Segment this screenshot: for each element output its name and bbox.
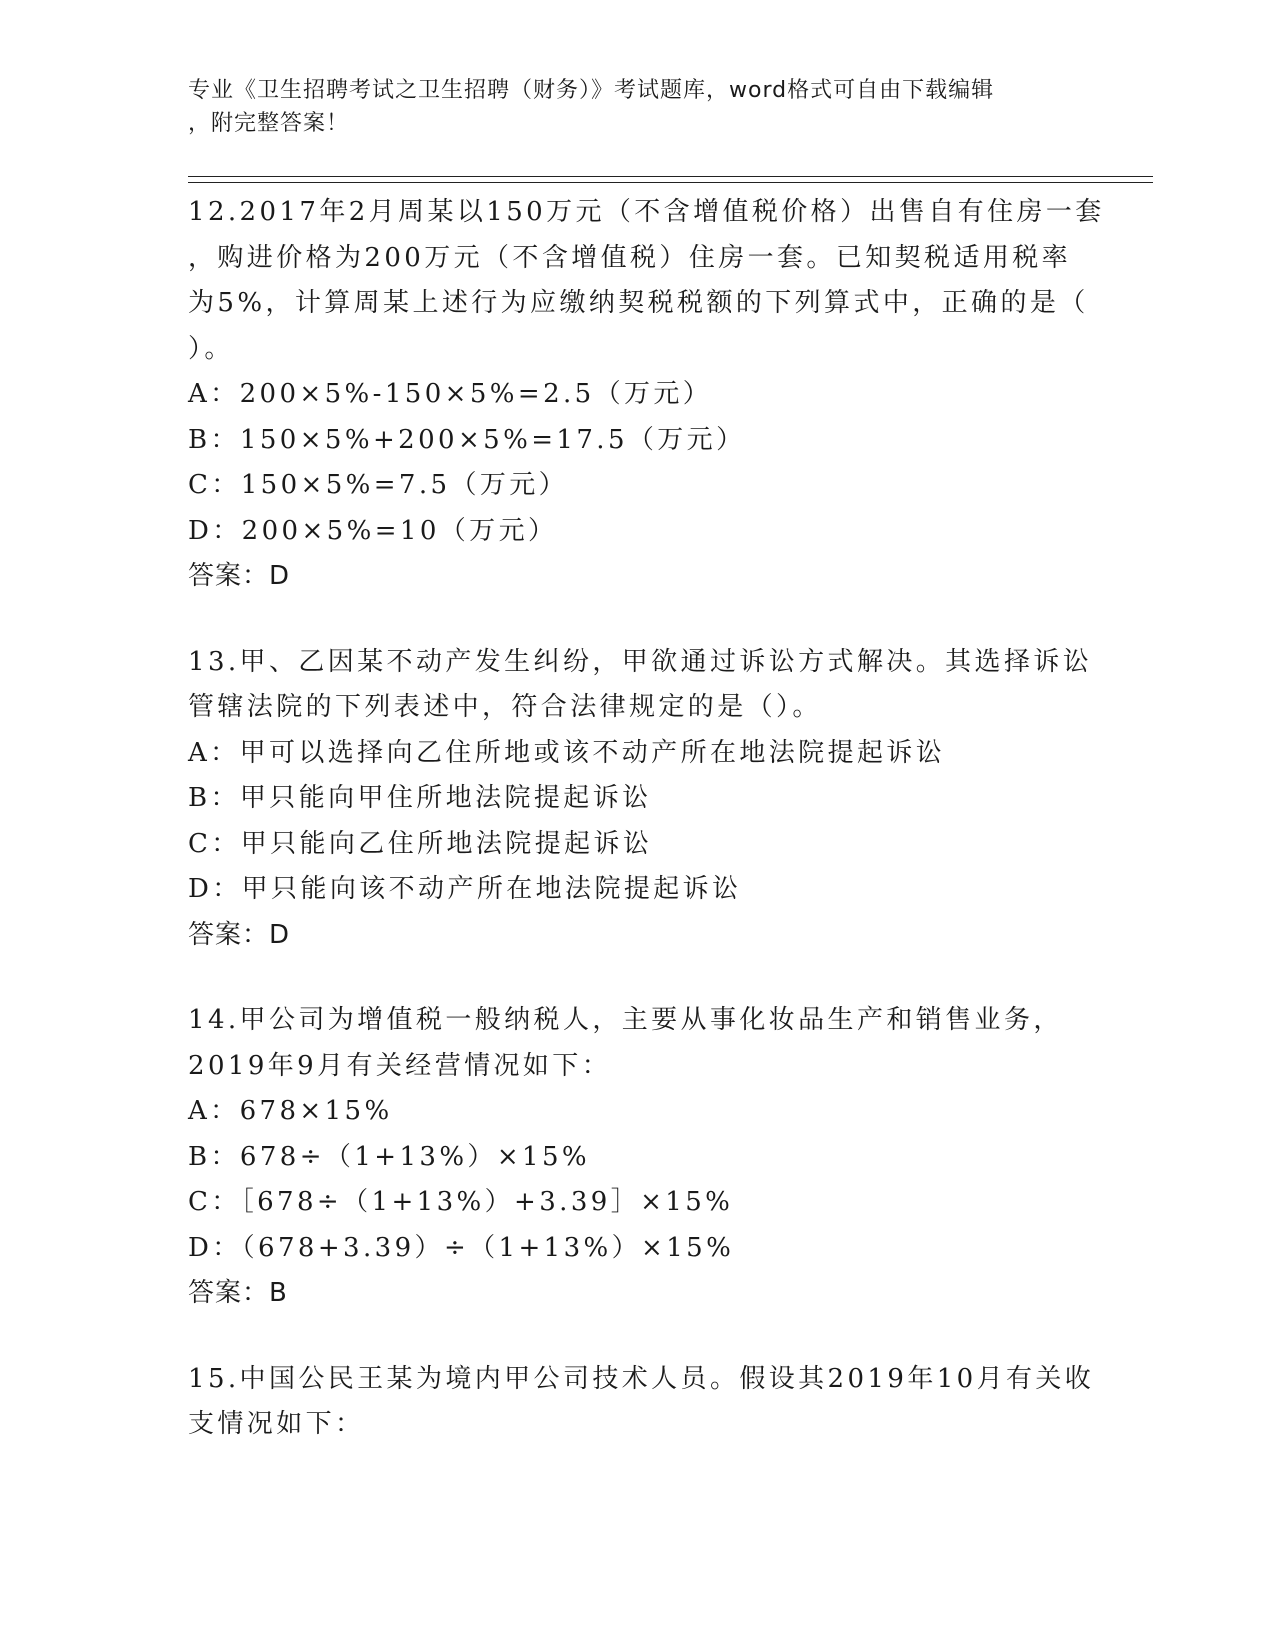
- header-divider-top: [188, 176, 1153, 177]
- option-d: D：200×5%=10（万元）: [188, 515, 558, 546]
- question-stem-line: 14.甲公司为增值税一般纳税人，主要从事化妆品生产和销售业务，: [188, 1005, 1063, 1035]
- header-divider-bottom: [188, 182, 1153, 183]
- question-12: [188, 190, 1105, 600]
- question-stem-line: ）。: [188, 333, 234, 364]
- option-d: D：甲只能向该不动产所在地法院提起诉讼: [188, 874, 742, 904]
- question-stem-line: 为5%，计算周某上述行为应缴纳契税税额的下列算式中，正确的是（: [188, 288, 1089, 318]
- question-13: [188, 640, 1093, 959]
- answer-label: 答案：B: [188, 1278, 288, 1308]
- question-stem-line: 支情况如下：: [188, 1409, 365, 1439]
- answer-label: 答案：D: [188, 561, 291, 591]
- header-line-2: ，附完整答案！: [188, 111, 350, 136]
- question-stem-line: 管辖法院的下列表述中，符合法律规定的是（）。: [188, 692, 822, 722]
- option-a: A：200×5%-150×5%=2.5（万元）: [188, 379, 713, 409]
- question-list: [188, 190, 1105, 1448]
- option-b: B：甲只能向甲住所地法院提起诉讼: [188, 783, 652, 813]
- option-c: C：［678÷（1+13%）+3.39］×15%: [188, 1187, 734, 1217]
- question-stem-line: 2019年9月有关经营情况如下：: [188, 1050, 612, 1081]
- option-c: C：150×5%=7.5（万元）: [188, 470, 569, 500]
- answer-label: 答案：D: [188, 919, 291, 950]
- option-b: B：150×5%+200×5%=17.5（万元）: [188, 424, 746, 455]
- question-stem-line: 13.甲、乙因某不动产发生纠纷，甲欲通过诉讼方式解决。其选择诉讼: [188, 646, 1093, 677]
- option-b: B：678÷（1+13%）×15%: [188, 1141, 591, 1172]
- document-header: [188, 74, 1068, 140]
- question-stem-line: 15.中国公民王某为境内甲公司技术人员。假设其2019年10月有关收: [188, 1363, 1095, 1394]
- question-stem-line: ，购进价格为200万元（不含增值税）住房一套。已知契税适用税率: [188, 242, 1072, 273]
- option-a: A：678×15%: [188, 1096, 393, 1126]
- question-stem-line: 12.2017年2月周某以150万元（不含增值税价格）出售自有住房一套: [188, 197, 1105, 227]
- question-15: [188, 1357, 1095, 1448]
- header-line-1: 专业《卫生招聘考试之卫生招聘（财务）》考试题库，word格式可自由下载编辑: [188, 78, 995, 103]
- option-c: C：甲只能向乙住所地法院提起诉讼: [188, 828, 653, 859]
- question-14: [188, 998, 1088, 1317]
- option-a: A：甲可以选择向乙住所地或该不动产所在地法院提起诉讼: [188, 737, 946, 768]
- option-d: D：（678+3.39）÷（1+13%）×15%: [188, 1232, 735, 1263]
